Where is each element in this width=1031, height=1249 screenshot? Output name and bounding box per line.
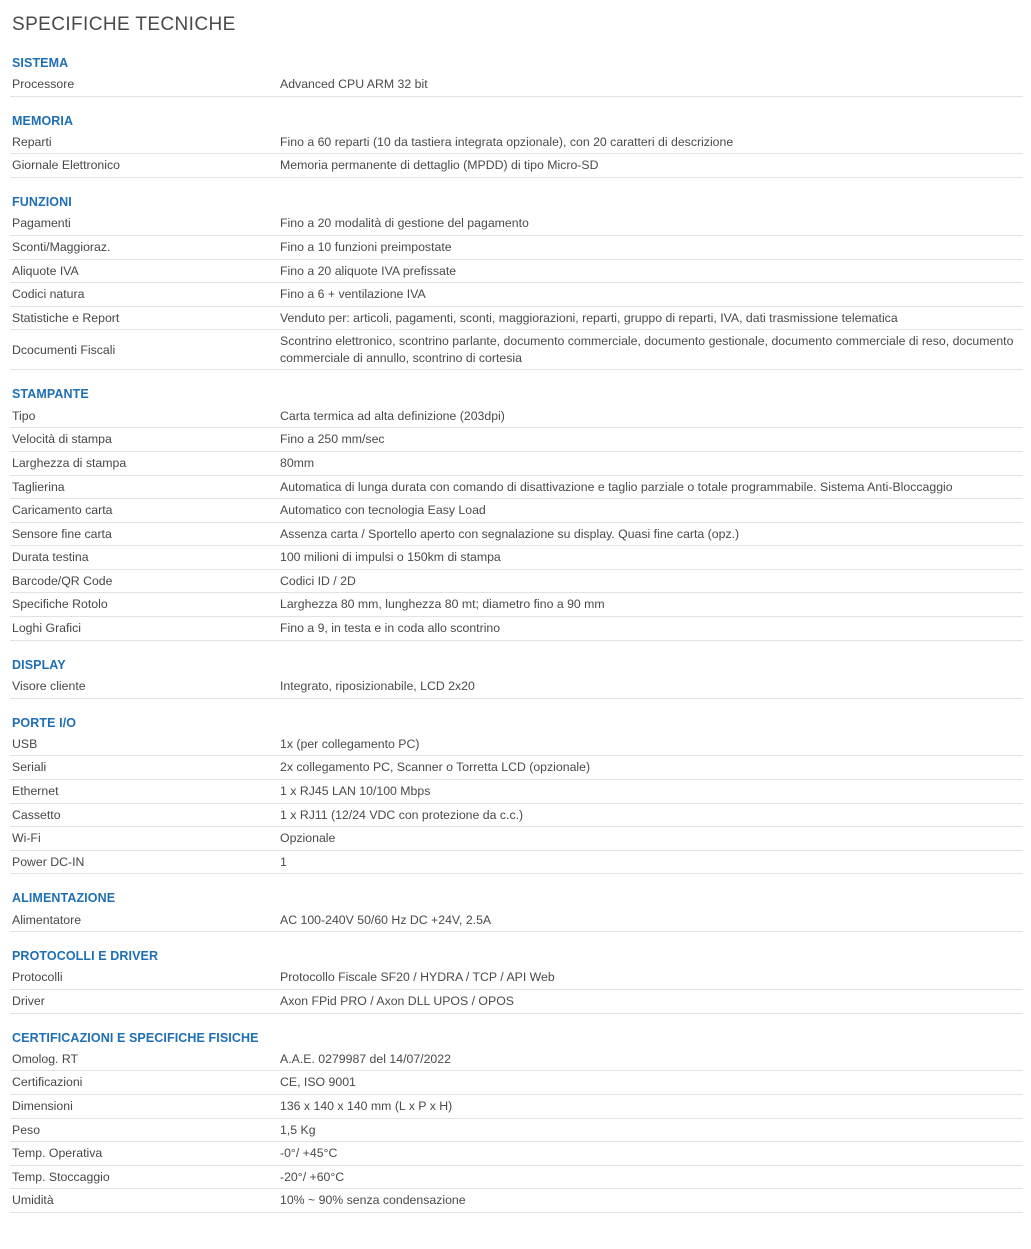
spec-value: Fino a 60 reparti (10 da tastiera integrata opzionale), con 20 caratteri di descrizione xyxy=(280,134,734,149)
spec-value: AC 100-240V 50/60 Hz DC +24V, 2.5A xyxy=(280,912,492,927)
table-row xyxy=(10,154,1023,178)
spec-value: 1 x RJ11 (12/24 VDC con protezione da c.c.) xyxy=(280,807,524,822)
spec-value: A.A.E. 0279987 del 14/07/2022 xyxy=(280,1051,451,1066)
table-row xyxy=(10,593,1023,617)
spec-label: Dcocumenti Fiscali xyxy=(12,342,116,357)
table-row xyxy=(10,617,1023,641)
spec-value: Carta termica ad alta definizione (203dpi) xyxy=(280,408,505,423)
spec-value: Codici ID / 2D xyxy=(280,573,356,588)
spec-label: Reparti xyxy=(12,134,52,149)
spec-label: Taglierina xyxy=(12,479,65,494)
spec-label: Durata testina xyxy=(12,550,89,565)
spec-label: Giornale Elettronico xyxy=(12,158,120,173)
spec-label: Ethernet xyxy=(12,783,59,798)
spec-label: Velocità di stampa xyxy=(12,432,112,447)
spec-label: Temp. Operativa xyxy=(12,1146,103,1161)
table-row xyxy=(10,733,1023,756)
spec-label: Loghi Grafici xyxy=(12,621,82,636)
spec-label: Aliquote IVA xyxy=(12,263,79,278)
spec-value: 1x (per collegamento PC) xyxy=(280,736,420,751)
spec-value: 80mm xyxy=(280,455,315,470)
table-row xyxy=(10,803,1023,827)
spec-label: Wi-Fi xyxy=(12,831,41,846)
table-row xyxy=(10,212,1023,235)
section-title: SISTEMA xyxy=(12,55,69,70)
spec-label: Larghezza di stampa xyxy=(12,455,127,470)
section-title: STAMPANTE xyxy=(12,387,89,402)
spec-value: Automatica di lunga durata con comando di disattivazione e taglio parziale o totale programmabile. Sistema Anti-Bloccaggio xyxy=(280,479,953,494)
spec-value: Fino a 10 funzioni preimpostate xyxy=(280,239,452,254)
spec-value: Fino a 20 modalità di gestione del pagamento xyxy=(280,216,529,231)
spec-label: USB xyxy=(12,736,38,751)
spec-table xyxy=(10,131,1023,178)
spec-label: Power DC-IN xyxy=(12,854,85,869)
spec-label: Visore cliente xyxy=(12,678,86,693)
table-row xyxy=(10,1048,1023,1071)
section-title: FUNZIONI xyxy=(12,195,72,210)
table-row xyxy=(10,451,1023,475)
section-title: ALIMENTAZIONE xyxy=(12,891,116,906)
table-row xyxy=(10,405,1023,428)
spec-value: Axon FPid PRO / Axon DLL UPOS / OPOS xyxy=(280,994,514,1009)
spec-section xyxy=(10,194,1023,370)
table-row xyxy=(10,283,1023,307)
spec-table xyxy=(10,675,1023,699)
spec-label: Specifiche Rotolo xyxy=(12,597,108,612)
table-row xyxy=(10,475,1023,499)
table-row xyxy=(10,569,1023,593)
spec-section xyxy=(10,386,1023,640)
spec-value: CE, ISO 9001 xyxy=(280,1075,356,1090)
section-title: MEMORIA xyxy=(12,113,74,128)
spec-sections xyxy=(10,55,1023,1213)
table-row xyxy=(10,1118,1023,1142)
spec-label: Certificazioni xyxy=(12,1075,83,1090)
table-row xyxy=(10,779,1023,803)
table-row xyxy=(10,306,1023,330)
spec-label: Statistiche e Report xyxy=(12,310,120,325)
spec-value: Assenza carta / Sportello aperto con segnalazione su display. Quasi fine carta (opz.) xyxy=(280,526,740,541)
spec-label: Seriali xyxy=(12,760,47,775)
table-row xyxy=(10,756,1023,780)
table-row xyxy=(10,990,1023,1014)
spec-label: Dimensioni xyxy=(12,1099,73,1114)
section-title: PROTOCOLLI E DRIVER xyxy=(12,949,159,964)
table-row xyxy=(10,1095,1023,1119)
spec-value: Venduto per: articoli, pagamenti, sconti, maggiorazioni, reparti, gruppo di reparti, IVA, dati trasmissione telematica xyxy=(280,310,898,325)
spec-value: Opzionale xyxy=(280,831,336,846)
spec-value: Fino a 250 mm/sec xyxy=(280,432,385,447)
spec-label: Protocolli xyxy=(12,970,63,985)
table-row xyxy=(10,259,1023,283)
spec-label: Peso xyxy=(12,1122,41,1137)
spec-label: Temp. Stoccaggio xyxy=(12,1169,110,1184)
section-title: CERTIFICAZIONI E SPECIFICHE FISICHE xyxy=(12,1030,259,1045)
table-row xyxy=(10,235,1023,259)
spec-label: Tipo xyxy=(12,408,36,423)
spec-table xyxy=(10,733,1023,875)
spec-value: 1 xyxy=(280,854,287,869)
spec-table xyxy=(10,405,1023,641)
table-row xyxy=(10,546,1023,570)
spec-value: Integrato, riposizionabile, LCD 2x20 xyxy=(280,678,475,693)
spec-value: Fino a 9, in testa e in coda allo scontrino xyxy=(280,621,501,636)
table-row xyxy=(10,73,1023,96)
spec-label: Cassetto xyxy=(12,807,61,822)
spec-value: 10% ~ 90% senza condensazione xyxy=(280,1193,466,1208)
spec-section xyxy=(10,948,1023,1013)
table-row xyxy=(10,330,1023,370)
spec-table xyxy=(10,909,1023,933)
page-bottom-spacer xyxy=(10,1229,1023,1239)
spec-label: Driver xyxy=(12,994,45,1009)
spec-label: Sensore fine carta xyxy=(12,526,112,541)
spec-value: Automatico con tecnologia Easy Load xyxy=(280,503,486,518)
table-row xyxy=(10,909,1023,932)
spec-table xyxy=(10,1048,1023,1213)
spec-value: -20°/ +60°C xyxy=(280,1169,345,1184)
section-title: DISPLAY xyxy=(12,657,66,672)
spec-value: 2x collegamento PC, Scanner o Torretta LCD (opzionale) xyxy=(280,760,591,775)
page-title: SPECIFICHE TECNICHE xyxy=(12,14,236,35)
table-row xyxy=(10,827,1023,851)
table-row xyxy=(10,522,1023,546)
spec-value: Memoria permanente di dettaglio (MPDD) di tipo Micro-SD xyxy=(280,158,599,173)
table-row xyxy=(10,850,1023,874)
spec-label: Pagamenti xyxy=(12,216,71,231)
spec-value: -0°/ +45°C xyxy=(280,1146,338,1161)
table-row xyxy=(10,1189,1023,1213)
spec-section xyxy=(10,113,1023,178)
table-row xyxy=(10,1165,1023,1189)
spec-table xyxy=(10,966,1023,1013)
spec-label: Processore xyxy=(12,77,75,92)
spec-value: Advanced CPU ARM 32 bit xyxy=(280,77,428,92)
spec-value: 1 x RJ45 LAN 10/100 Mbps xyxy=(280,783,431,798)
spec-value: Larghezza 80 mm, lunghezza 80 mt; diametro fino a 90 mm xyxy=(280,597,605,612)
spec-value: 100 milioni di impulsi o 150km di stampa xyxy=(280,550,501,565)
spec-table xyxy=(10,212,1023,370)
table-row xyxy=(10,1142,1023,1166)
spec-value: Fino a 6 + ventilazione IVA xyxy=(280,287,426,302)
spec-value: 1,5 Kg xyxy=(280,1122,316,1137)
spec-label: Alimentatore xyxy=(12,912,82,927)
spec-value: 136 x 140 x 140 mm (L x P x H) xyxy=(280,1099,453,1114)
spec-value: Fino a 20 aliquote IVA prefissate xyxy=(280,263,457,278)
spec-label: Barcode/QR Code xyxy=(12,573,113,588)
table-row xyxy=(10,499,1023,523)
table-row xyxy=(10,1071,1023,1095)
spec-section xyxy=(10,890,1023,932)
spec-table xyxy=(10,73,1023,97)
spec-label: Umidità xyxy=(12,1193,54,1208)
spec-value: Protocollo Fiscale SF20 / HYDRA / TCP / API Web xyxy=(280,970,555,985)
table-row xyxy=(10,966,1023,989)
spec-section xyxy=(10,1030,1023,1213)
spec-label: Caricamento carta xyxy=(12,503,113,518)
spec-section xyxy=(10,55,1023,97)
spec-section xyxy=(10,657,1023,699)
table-row xyxy=(10,675,1023,698)
table-row xyxy=(10,131,1023,154)
spec-label: Codici natura xyxy=(12,287,85,302)
spec-section xyxy=(10,715,1023,875)
spec-value: Scontrino elettronico, scontrino parlante, documento commerciale, documento gestionale, documento commerciale di reso, documento commerciale di annullo, scontrino di cortesia xyxy=(280,334,1014,365)
section-title: PORTE I/O xyxy=(12,715,77,730)
table-row xyxy=(10,428,1023,452)
spec-label: Omolog. RT xyxy=(12,1051,79,1066)
spec-label: Sconti/Maggioraz. xyxy=(12,239,111,254)
